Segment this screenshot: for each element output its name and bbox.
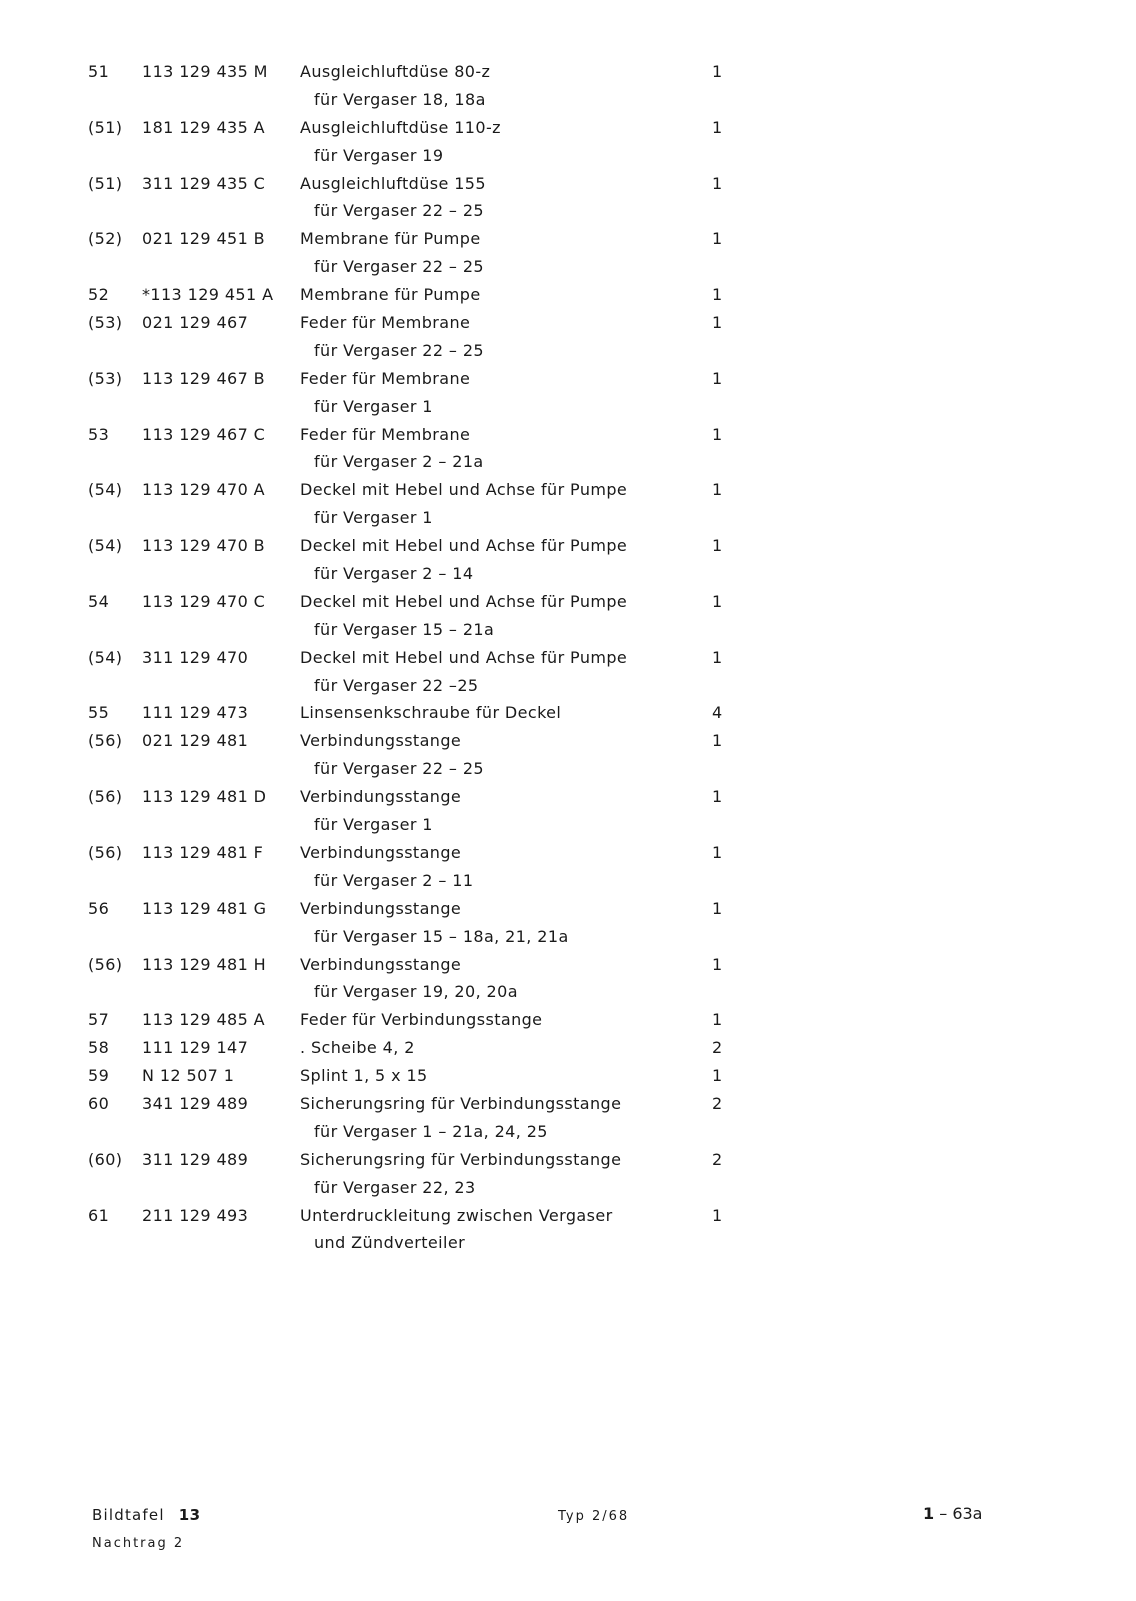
table-row-note — [88, 86, 748, 114]
table-row-note — [88, 142, 748, 170]
description: Ausgleichluftdüse 80-z — [300, 62, 491, 81]
description: . Scheibe 4, 2 — [300, 1038, 415, 1058]
part-number: 021 129 467 — [142, 313, 249, 333]
position-number: (60) — [88, 1149, 123, 1169]
position-number: (54) — [88, 536, 123, 556]
quantity: 1 — [712, 313, 723, 333]
table-row — [88, 1146, 748, 1174]
position-number: 58 — [88, 1038, 110, 1058]
description: Membrane für Pumpe — [300, 285, 481, 305]
table-row-note — [88, 1118, 748, 1146]
plate-number: 13 — [178, 1506, 201, 1524]
table-row — [88, 1090, 748, 1118]
part-number: 113 129 435 M — [142, 62, 268, 81]
position-number: (56) — [88, 731, 123, 751]
page-number — [923, 1504, 982, 1523]
application-note: für Vergaser 1 — [314, 815, 433, 835]
supplement-note: Nachtrag 2 — [92, 1536, 185, 1551]
table-row-note — [88, 560, 748, 588]
application-note: für Vergaser 22 –25 — [314, 675, 479, 695]
application-note: für Vergaser 18, 18a — [314, 89, 486, 109]
table-row-note — [88, 1229, 748, 1257]
application-note: für Vergaser 2 – 21a — [314, 452, 484, 472]
application-note: für Vergaser 22 – 25 — [314, 759, 484, 779]
quantity: 1 — [712, 954, 723, 974]
table-row — [88, 532, 748, 560]
application-note: für Vergaser 19, 20, 20a — [314, 982, 518, 1002]
table-row-note — [88, 616, 748, 644]
table-row-note — [88, 504, 748, 532]
part-number: 113 129 481 D — [142, 787, 267, 807]
table-row — [88, 951, 748, 979]
quantity: 2 — [712, 1093, 723, 1113]
quantity: 1 — [712, 62, 723, 81]
quantity: 4 — [712, 703, 723, 723]
position-number: 61 — [88, 1205, 110, 1225]
quantity: 1 — [712, 898, 723, 918]
part-number: 021 129 481 — [142, 731, 249, 751]
table-row-note — [88, 253, 748, 281]
part-number: 311 129 435 C — [142, 173, 266, 193]
position-number: (51) — [88, 173, 123, 193]
page-number-rest: – 63a — [934, 1504, 983, 1523]
position-number: 60 — [88, 1093, 110, 1113]
part-number: 021 129 451 B — [142, 229, 266, 249]
quantity: 2 — [712, 1038, 723, 1058]
description: Ausgleichluftdüse 155 — [300, 173, 486, 193]
quantity: 1 — [712, 647, 723, 667]
part-number: 113 129 485 A — [142, 1010, 266, 1030]
description: Deckel mit Hebel und Achse für Pumpe — [300, 591, 628, 611]
description: Deckel mit Hebel und Achse für Pumpe — [300, 536, 628, 556]
quantity: 1 — [712, 173, 723, 193]
parts-table — [88, 58, 748, 1257]
part-number: 111 129 473 — [142, 703, 249, 723]
table-row — [88, 783, 748, 811]
description: Unterdruckleitung zwischen Vergaser — [300, 1205, 613, 1225]
position-number: 51 — [88, 62, 110, 81]
table-row-note — [88, 448, 748, 476]
application-note: für Vergaser 1 — [314, 396, 433, 416]
description: Verbindungsstange — [300, 898, 462, 918]
application-note: für Vergaser 22, 23 — [314, 1177, 476, 1197]
table-row — [88, 1202, 748, 1230]
part-number: 113 129 470 B — [142, 536, 266, 556]
table-row — [88, 170, 748, 198]
position-number: 54 — [88, 591, 110, 611]
table-row — [88, 225, 748, 253]
quantity: 1 — [712, 731, 723, 751]
position-number: (53) — [88, 368, 123, 388]
part-number: 113 129 470 A — [142, 480, 266, 500]
part-number: 111 129 147 — [142, 1038, 249, 1058]
table-row — [88, 644, 748, 672]
part-number: 311 129 470 — [142, 647, 249, 667]
quantity: 1 — [712, 229, 723, 249]
table-row-note — [88, 393, 748, 421]
quantity: 1 — [712, 591, 723, 611]
quantity: 1 — [712, 1010, 723, 1030]
quantity: 2 — [712, 1149, 723, 1169]
description: Feder für Verbindungsstange — [300, 1010, 543, 1030]
table-row — [88, 699, 748, 727]
application-note: für Vergaser 22 – 25 — [314, 340, 484, 360]
part-number: 113 129 467 B — [142, 368, 266, 388]
table-row-note — [88, 1174, 748, 1202]
position-number: (52) — [88, 229, 123, 249]
position-number: (53) — [88, 313, 123, 333]
page-number-section: 1 — [923, 1504, 935, 1523]
quantity: 1 — [712, 480, 723, 500]
description: Feder für Membrane — [300, 368, 471, 388]
table-row — [88, 476, 748, 504]
description: Verbindungsstange — [300, 842, 462, 862]
table-row — [88, 114, 748, 142]
position-number: (56) — [88, 787, 123, 807]
application-note: für Vergaser 1 — [314, 508, 433, 528]
description: Verbindungsstange — [300, 787, 462, 807]
part-number: 113 129 467 C — [142, 424, 266, 444]
table-row — [88, 895, 748, 923]
table-row-note — [88, 811, 748, 839]
quantity: 1 — [712, 1066, 723, 1086]
description: Sicherungsring für Verbindungsstange — [300, 1093, 622, 1113]
table-row-note — [88, 867, 748, 895]
description: Sicherungsring für Verbindungsstange — [300, 1149, 622, 1169]
position-number: 53 — [88, 424, 110, 444]
application-note: für Vergaser 1 – 21a, 24, 25 — [314, 1121, 548, 1141]
table-row-note — [88, 197, 748, 225]
table-row — [88, 365, 748, 393]
application-note: für Vergaser 15 – 18a, 21, 21a — [314, 926, 569, 946]
quantity: 1 — [712, 285, 723, 305]
position-number: (54) — [88, 480, 123, 500]
description: Ausgleichluftdüse 110-z — [300, 117, 501, 137]
application-note: für Vergaser 2 – 11 — [314, 870, 474, 890]
description: Verbindungsstange — [300, 954, 462, 974]
quantity: 1 — [712, 536, 723, 556]
application-note: und Zündverteiler — [314, 1233, 466, 1253]
part-number: 341 129 489 — [142, 1093, 249, 1113]
position-number: (54) — [88, 647, 123, 667]
description: Linsensenkschraube für Deckel — [300, 703, 562, 723]
application-note: für Vergaser 22 – 25 — [314, 201, 484, 221]
application-note: für Vergaser 22 – 25 — [314, 257, 484, 277]
table-row-note — [88, 755, 748, 783]
table-row — [88, 727, 748, 755]
table-row-note — [88, 337, 748, 365]
description: Feder für Membrane — [300, 313, 471, 333]
plate-label: Bildtafel — [92, 1506, 165, 1524]
table-row — [88, 1006, 748, 1034]
position-number: 59 — [88, 1066, 110, 1086]
description: Deckel mit Hebel und Achse für Pumpe — [300, 647, 628, 667]
part-number: 181 129 435 A — [142, 117, 266, 137]
description: Membrane für Pumpe — [300, 229, 481, 249]
table-row — [88, 1062, 748, 1090]
quantity: 1 — [712, 787, 723, 807]
description: Splint 1, 5 x 15 — [300, 1066, 428, 1086]
description: Feder für Membrane — [300, 424, 471, 444]
part-number: 113 129 470 C — [142, 591, 266, 611]
position-number: (56) — [88, 842, 123, 862]
application-note: für Vergaser 2 – 14 — [314, 564, 474, 584]
position-number: 55 — [88, 703, 110, 723]
table-row-note — [88, 978, 748, 1006]
quantity: 1 — [712, 1205, 723, 1225]
type-label: Typ 2/68 — [558, 1509, 630, 1524]
plate-reference — [92, 1506, 201, 1524]
position-number: 56 — [88, 898, 110, 918]
table-row — [88, 588, 748, 616]
application-note: für Vergaser 19 — [314, 145, 444, 165]
table-row — [88, 58, 748, 86]
quantity: 1 — [712, 368, 723, 388]
table-row — [88, 421, 748, 449]
table-row-note — [88, 923, 748, 951]
quantity: 1 — [712, 424, 723, 444]
table-row-note — [88, 672, 748, 700]
table-row — [88, 281, 748, 309]
part-number: 311 129 489 — [142, 1149, 249, 1169]
table-row — [88, 309, 748, 337]
table-row — [88, 1034, 748, 1062]
part-number: *113 129 451 A — [142, 285, 274, 305]
part-number: 113 129 481 F — [142, 842, 264, 862]
position-number: (51) — [88, 117, 123, 137]
description: Deckel mit Hebel und Achse für Pumpe — [300, 480, 628, 500]
application-note: für Vergaser 15 – 21a — [314, 619, 495, 639]
position-number: (56) — [88, 954, 123, 974]
part-number: 211 129 493 — [142, 1205, 249, 1225]
part-number: 113 129 481 G — [142, 898, 267, 918]
table-row — [88, 839, 748, 867]
part-number: 113 129 481 H — [142, 954, 267, 974]
description: Verbindungsstange — [300, 731, 462, 751]
part-number: N 12 507 1 — [142, 1066, 235, 1086]
position-number: 57 — [88, 1010, 110, 1030]
quantity: 1 — [712, 842, 723, 862]
position-number: 52 — [88, 285, 110, 305]
quantity: 1 — [712, 117, 723, 137]
